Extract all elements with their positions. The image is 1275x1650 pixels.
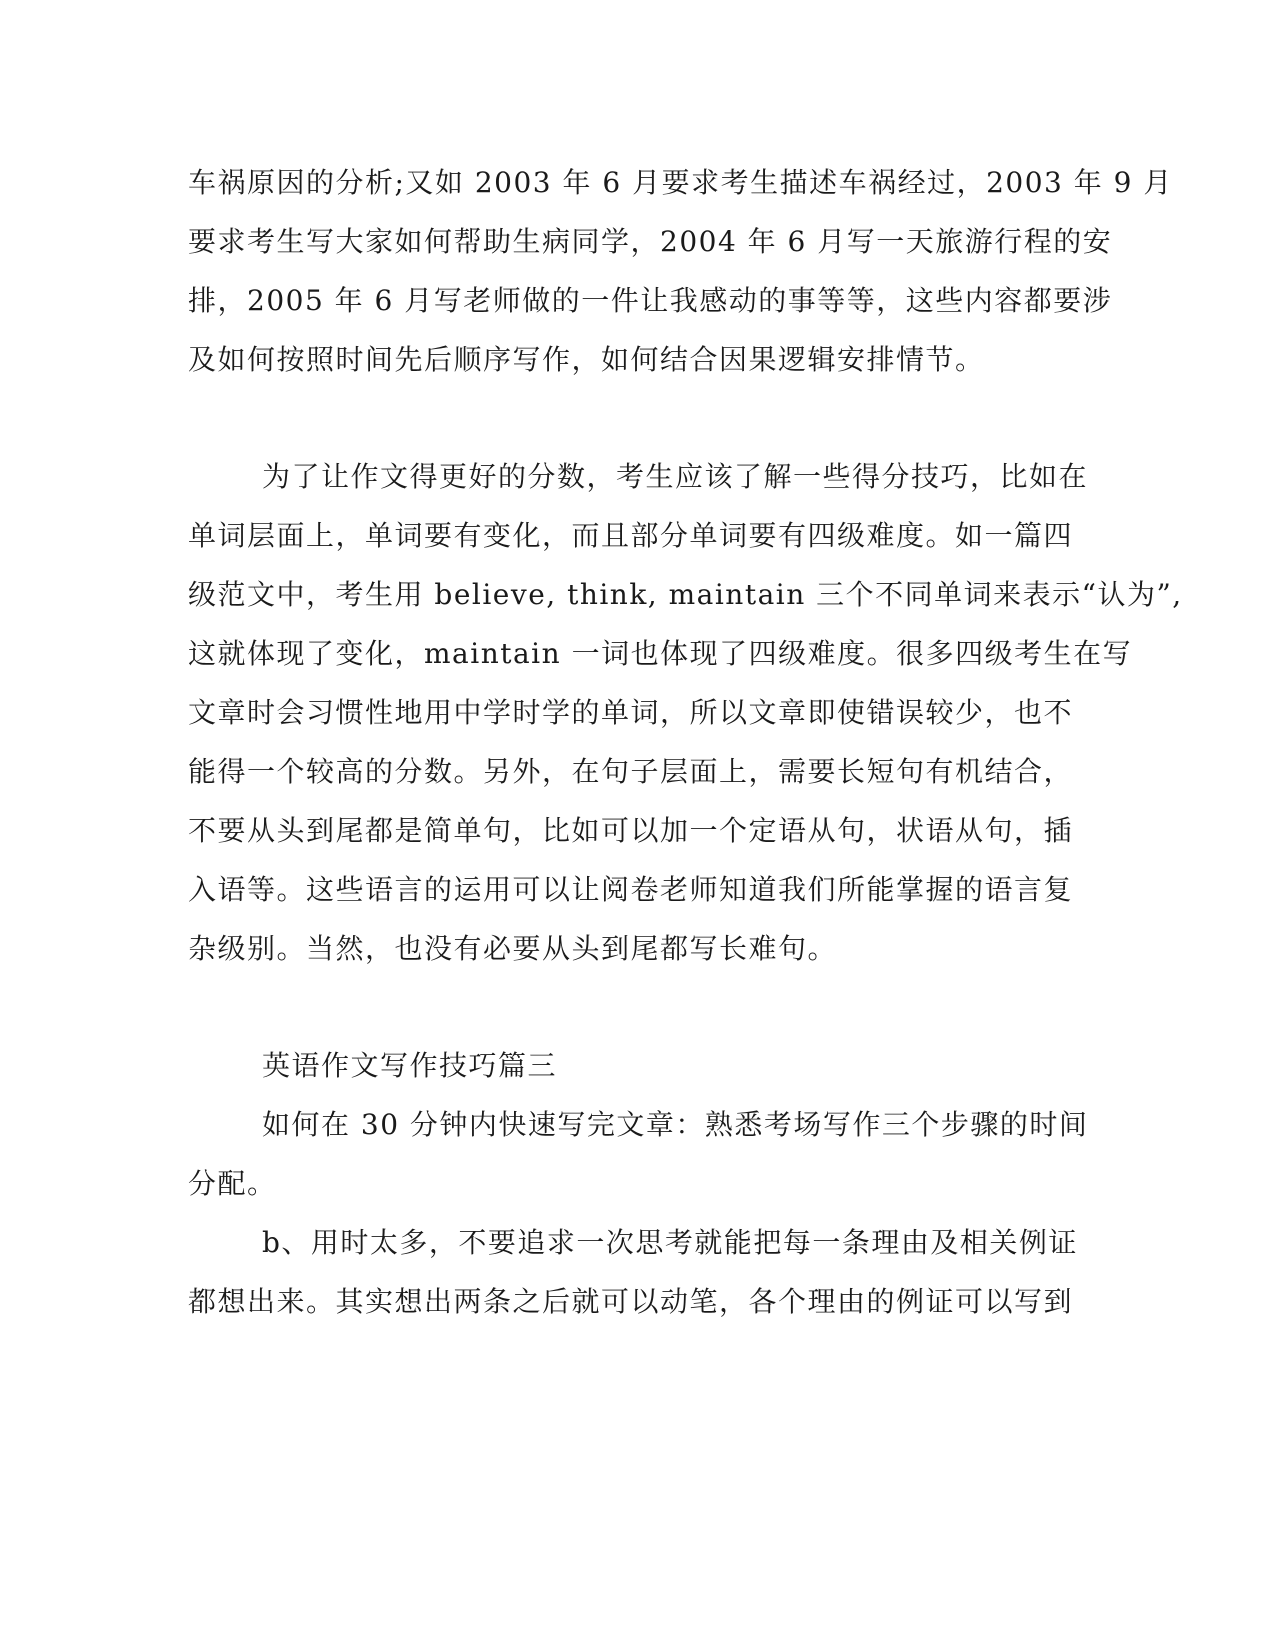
paragraph-1-line-4: 及如何按照时间先后顺序写作，如何结合因果逻辑安排情节。 [188, 343, 985, 376]
paragraph-2-line-5: 文章时会习惯性地用中学时学的单词，所以文章即使错误较少，也不 [188, 696, 1074, 729]
paragraph-3-line-1: 如何在 30 分钟内快速写完文章：熟悉考场写作三个步骤的时间 [262, 1108, 1089, 1141]
paragraph-2-line-2: 单词层面上，单词要有变化，而且部分单词要有四级难度。如一篇四 [188, 519, 1074, 552]
paragraph-3-line-2: 分配。 [188, 1167, 277, 1200]
paragraph-2-line-7: 不要从头到尾都是简单句，比如可以加一个定语从句，状语从句，插 [188, 814, 1074, 847]
paragraph-4-line-2: 都想出来。其实想出两条之后就可以动笔，各个理由的例证可以写到 [188, 1285, 1074, 1318]
paragraph-2-line-6: 能得一个较高的分数。另外，在句子层面上，需要长短句有机结合， [188, 755, 1074, 788]
section-heading: 英语作文写作技巧篇三 [262, 1049, 558, 1082]
paragraph-4-line-1: b、用时太多，不要追求一次思考就能把每一条理由及相关例证 [262, 1226, 1078, 1259]
paragraph-1-line-3: 排，2005 年 6 月写老师做的一件让我感动的事等等，这些内容都要涉 [188, 284, 1113, 317]
paragraph-1-line-1: 车祸原因的分析;又如 2003 年 6 月要求考生描述车祸经过，2003 年 9 月 [188, 166, 1173, 199]
paragraph-2-line-3: 级范文中，考生用 believe, think, maintain 三个不同单词来表示“认为”, [188, 578, 1183, 611]
paragraph-2-line-8: 入语等。这些语言的运用可以让阅卷老师知道我们所能掌握的语言复 [188, 873, 1074, 906]
paragraph-2-line-4: 这就体现了变化，maintain 一词也体现了四级难度。很多四级考生在写 [188, 637, 1133, 670]
paragraph-2-line-9: 杂级别。当然，也没有必要从头到尾都写长难句。 [188, 932, 838, 965]
paragraph-2-line-1: 为了让作文得更好的分数，考生应该了解一些得分技巧，比如在 [262, 460, 1089, 493]
paragraph-1-line-2: 要求考生写大家如何帮助生病同学，2004 年 6 月写一天旅游行程的安 [188, 225, 1113, 258]
